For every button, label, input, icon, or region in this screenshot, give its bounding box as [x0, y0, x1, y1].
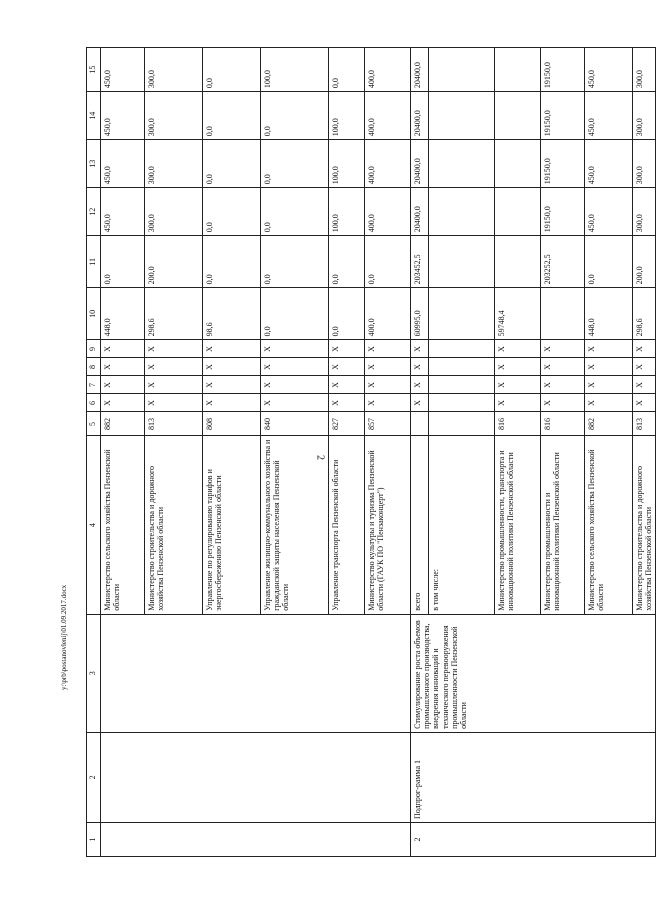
cell-col-1 — [101, 822, 411, 856]
cell-col-13: 100,0 — [329, 140, 365, 188]
cell-col-11: 0,0 — [261, 236, 329, 288]
cell-col-6: Х — [495, 394, 541, 412]
cell-col-13: 300,0 — [145, 140, 203, 188]
column-header-2: 2 — [87, 732, 101, 822]
cell-col-5 — [411, 412, 429, 436]
column-header-13: 13 — [87, 140, 101, 188]
cell-col-5: 857 — [365, 412, 411, 436]
cell-col-8: Х — [633, 358, 656, 376]
cell-col-10 — [541, 288, 585, 340]
cell-col-15: 19150,0 — [541, 48, 585, 92]
cell-col-4: Министерство сельского хозяйства Пензенской области — [101, 436, 145, 614]
cell-col-10: 0,0 — [329, 288, 365, 340]
cell-col-7: Х — [585, 376, 633, 394]
cell-col-2: Подпрог-рамма 1 — [411, 732, 656, 822]
cell-col-11: 0,0 — [329, 236, 365, 288]
rotated-table-frame — [86, 47, 654, 857]
cell-col-12: 20400,0 — [411, 188, 429, 236]
cell-col-12: 0,0 — [261, 188, 329, 236]
cell-col-7: Х — [495, 376, 541, 394]
cell-col-3: Стимулирование роста объемов промышленного производства, внедрения инноваций и технического перевооружения промышленности Пензенской области — [411, 614, 656, 732]
cell-col-12: 100,0 — [329, 188, 365, 236]
cell-col-7: Х — [203, 376, 261, 394]
cell-col-8: Х — [203, 358, 261, 376]
cell-col-14: 400,0 — [365, 92, 411, 140]
cell-col-13 — [495, 140, 541, 188]
cell-col-7: Х — [411, 376, 429, 394]
cell-col-11: 200,0 — [145, 236, 203, 288]
cell-col-15: 300,0 — [145, 48, 203, 92]
cell-col-7: Х — [261, 376, 329, 394]
cell-col-7: Х — [365, 376, 411, 394]
cell-col-11: 0,0 — [203, 236, 261, 288]
cell-col-13: 450,0 — [101, 140, 145, 188]
cell-col-5: 840 — [261, 412, 329, 436]
cell-col-12: 0,0 — [203, 188, 261, 236]
cell-col-10: 448,0 — [585, 288, 633, 340]
cell-col-15 — [429, 48, 495, 92]
cell-col-7: Х — [101, 376, 145, 394]
column-header-5: 5 — [87, 412, 101, 436]
column-header-15: 15 — [87, 48, 101, 92]
cell-col-5 — [429, 412, 495, 436]
cell-col-9: Х — [329, 340, 365, 358]
cell-col-1: 2 — [411, 822, 656, 856]
cell-col-10: 400,0 — [365, 288, 411, 340]
cell-col-12: 19150,0 — [541, 188, 585, 236]
cell-col-7: Х — [145, 376, 203, 394]
cell-col-6 — [429, 394, 495, 412]
cell-col-4: всего — [411, 436, 429, 614]
cell-col-6: Х — [145, 394, 203, 412]
column-header-10: 10 — [87, 288, 101, 340]
cell-col-13: 400,0 — [365, 140, 411, 188]
header-row — [87, 48, 101, 857]
budget-table — [86, 47, 656, 857]
cell-col-4: Министерство строительства и дорожного хозяйства Пензенской области — [633, 436, 656, 614]
cell-col-5: 813 — [633, 412, 656, 436]
cell-col-14: 0,0 — [261, 92, 329, 140]
cell-col-7: Х — [541, 376, 585, 394]
cell-col-9: Х — [365, 340, 411, 358]
cell-col-13: 19150,0 — [541, 140, 585, 188]
cell-col-8: Х — [411, 358, 429, 376]
cell-col-15: 450,0 — [101, 48, 145, 92]
cell-col-12: 450,0 — [101, 188, 145, 236]
cell-col-9: Х — [585, 340, 633, 358]
cell-col-8: Х — [145, 358, 203, 376]
cell-col-10: 60995,0 — [411, 288, 429, 340]
column-header-3: 3 — [87, 614, 101, 732]
cell-col-5: 808 — [203, 412, 261, 436]
cell-col-10: 298,6 — [145, 288, 203, 340]
cell-col-5: 827 — [329, 412, 365, 436]
cell-col-15: 0,0 — [203, 48, 261, 92]
footer-file-path: y:\prb\postanovlenij\01.09.2017.docx — [60, 584, 68, 690]
cell-col-2 — [101, 732, 411, 822]
cell-col-9: Х — [633, 340, 656, 358]
cell-col-4: Министерство промышленности, транспорта и инновационной политики Пензенской области — [495, 436, 541, 614]
cell-col-6: Х — [261, 394, 329, 412]
column-header-11: 11 — [87, 236, 101, 288]
cell-col-11: 203252,5 — [541, 236, 585, 288]
cell-col-5: 816 — [541, 412, 585, 436]
column-header-4: 4 — [87, 436, 101, 614]
cell-col-9: Х — [203, 340, 261, 358]
cell-col-4: Управление транспорта Пензенской области — [329, 436, 365, 614]
column-header-1: 1 — [87, 822, 101, 856]
cell-col-4: Министерство культуры и туризма Пензенской области (ГАУК ПО "Пензаконцерт") — [365, 436, 411, 614]
cell-col-12 — [495, 188, 541, 236]
cell-col-8: Х — [261, 358, 329, 376]
cell-col-6: Х — [365, 394, 411, 412]
cell-col-7: Х — [329, 376, 365, 394]
cell-col-9: Х — [411, 340, 429, 358]
cell-col-10: 0,0 — [261, 288, 329, 340]
cell-col-6: Х — [541, 394, 585, 412]
cell-col-10 — [429, 288, 495, 340]
cell-col-13: 450,0 — [585, 140, 633, 188]
cell-col-5: 816 — [495, 412, 541, 436]
cell-col-11 — [429, 236, 495, 288]
cell-col-9: Х — [495, 340, 541, 358]
cell-col-12: 400,0 — [365, 188, 411, 236]
cell-col-14: 100,0 — [329, 92, 365, 140]
cell-col-11: 0,0 — [365, 236, 411, 288]
cell-col-14: 300,0 — [145, 92, 203, 140]
cell-col-14: 0,0 — [203, 92, 261, 140]
cell-col-11: 0,0 — [585, 236, 633, 288]
cell-col-8: Х — [329, 358, 365, 376]
cell-col-14: 19150,0 — [541, 92, 585, 140]
table-body — [87, 48, 656, 857]
cell-col-9: Х — [261, 340, 329, 358]
cell-col-13: 20400,0 — [411, 140, 429, 188]
cell-col-4: Министерство промышленности и инновационной политики Пензенской области — [541, 436, 585, 614]
cell-col-14: 20400,0 — [411, 92, 429, 140]
column-header-8: 8 — [87, 358, 101, 376]
cell-col-14: 450,0 — [585, 92, 633, 140]
cell-col-9: Х — [145, 340, 203, 358]
cell-col-6: Х — [203, 394, 261, 412]
cell-col-11 — [495, 236, 541, 288]
cell-col-8: Х — [541, 358, 585, 376]
cell-col-4: Управление жилищно-коммунального хозяйства и гражданской защиты населения Пензенской области — [261, 436, 329, 614]
cell-col-4: Управление по регулированию тарифов и энергосбережению Пензенской области — [203, 436, 261, 614]
cell-col-13: 0,0 — [261, 140, 329, 188]
column-header-14: 14 — [87, 92, 101, 140]
table-row — [101, 48, 145, 857]
cell-col-11: 203452,5 — [411, 236, 429, 288]
cell-col-6: Х — [411, 394, 429, 412]
cell-col-14: 450,0 — [101, 92, 145, 140]
cell-col-10: 448,0 — [101, 288, 145, 340]
cell-col-12: 450,0 — [585, 188, 633, 236]
cell-col-15: 400,0 — [365, 48, 411, 92]
cell-col-8: Х — [101, 358, 145, 376]
cell-col-5: 882 — [585, 412, 633, 436]
cell-col-9 — [429, 340, 495, 358]
cell-col-15: 450,0 — [585, 48, 633, 92]
cell-col-15 — [495, 48, 541, 92]
cell-col-14 — [429, 92, 495, 140]
cell-col-6: Х — [633, 394, 656, 412]
page-number: 2 — [314, 455, 326, 460]
cell-col-10: 298,6 — [633, 288, 656, 340]
cell-col-8 — [429, 358, 495, 376]
cell-col-13: 0,0 — [203, 140, 261, 188]
cell-col-11: 200,0 — [633, 236, 656, 288]
cell-col-8: Х — [585, 358, 633, 376]
cell-col-12 — [429, 188, 495, 236]
cell-col-4: в том числе: — [429, 436, 495, 614]
cell-col-5: 882 — [101, 412, 145, 436]
column-header-12: 12 — [87, 188, 101, 236]
cell-col-14: 300,0 — [633, 92, 656, 140]
cell-col-15: 0,0 — [329, 48, 365, 92]
cell-col-8: Х — [495, 358, 541, 376]
cell-col-12: 300,0 — [633, 188, 656, 236]
cell-col-7: Х — [633, 376, 656, 394]
cell-col-10: 59748,4 — [495, 288, 541, 340]
cell-col-6: Х — [329, 394, 365, 412]
cell-col-9: Х — [101, 340, 145, 358]
cell-col-13: 300,0 — [633, 140, 656, 188]
cell-col-9: Х — [541, 340, 585, 358]
table-row — [411, 48, 429, 857]
cell-col-10: 98,6 — [203, 288, 261, 340]
cell-col-3 — [101, 614, 411, 732]
cell-col-4: Министерство сельского хозяйства Пензенской области — [585, 436, 633, 614]
cell-col-11: 0,0 — [101, 236, 145, 288]
cell-col-12: 300,0 — [145, 188, 203, 236]
cell-col-7 — [429, 376, 495, 394]
cell-col-15: 20400,0 — [411, 48, 429, 92]
column-header-7: 7 — [87, 376, 101, 394]
cell-col-14 — [495, 92, 541, 140]
cell-col-4: Министерство строительства и дорожного хозяйства Пензенской области — [145, 436, 203, 614]
cell-col-8: Х — [365, 358, 411, 376]
column-header-6: 6 — [87, 394, 101, 412]
cell-col-15: 100,0 — [261, 48, 329, 92]
cell-col-5: 813 — [145, 412, 203, 436]
cell-col-13 — [429, 140, 495, 188]
cell-col-6: Х — [101, 394, 145, 412]
cell-col-6: Х — [585, 394, 633, 412]
cell-col-15: 300,0 — [633, 48, 656, 92]
column-header-9: 9 — [87, 340, 101, 358]
